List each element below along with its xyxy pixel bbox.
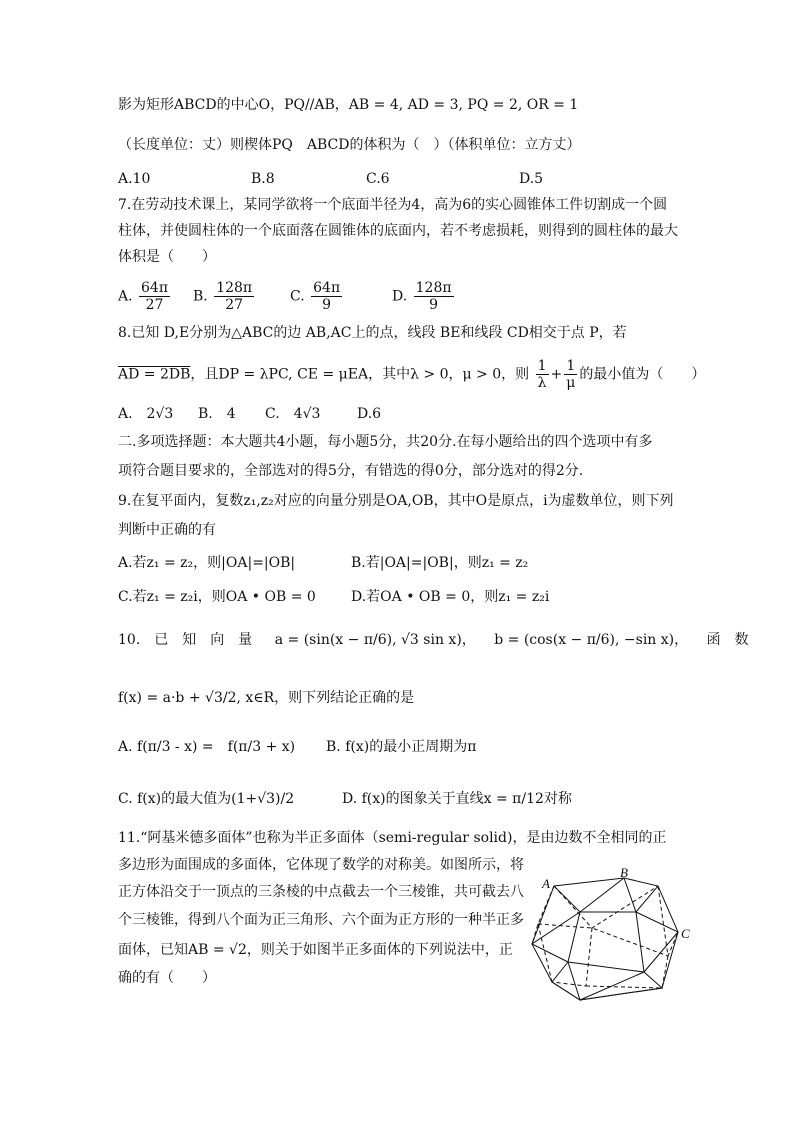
q10-option-a: A. f(π/3 - x) = f(π/3 + x) — [118, 739, 296, 755]
figure-label-a: A — [542, 876, 550, 891]
q8-frac-lambda: $\frac{1}{\lambda}$ — [537, 358, 547, 391]
q9-line1: 9.在复平面内，复数z₁,z₂对应的向量分别是OA,OB，其中O是原点，i为虚数单位，则下列 — [118, 493, 674, 509]
section2-line1: 二.多项选择题：本大题共4小题，每小题5分，共20分.在每小题给出的四个选项中有多 — [118, 434, 653, 450]
q7-option-a: A. $\frac{64\pi}{27}$ — [118, 280, 169, 313]
q11-line4: 个三棱锥，得到八个面为正三角形、六个面为正方形的一种半正多 — [118, 912, 524, 928]
q9-option-c: C.若z₁ = z₂i，则OA • OB = 0 — [118, 589, 316, 605]
q8-option-a: A. 2√3 — [118, 406, 174, 422]
q11-line5: 面体，已知AB = √2，则关于如图半正多面体的下列说法中，正 — [118, 942, 513, 958]
q9-line2: 判断中正确的有 — [118, 522, 216, 538]
q6-option-d: D.5 — [519, 171, 544, 187]
q9-option-d: D.若OA • OB = 0，则z₁ = z₂i — [351, 589, 550, 605]
q8-frac-mu: $\frac{1}{\mu}$ — [566, 358, 576, 391]
q8-line1: 8.已知 D,E分别为△ABC的边 AB,AC上的点，线段 BE和线段 CD相交于点 P，若 — [118, 325, 627, 341]
section2-line2: 项符合题目要求的，全部选对的得5分，有错选的得0分，部分选对的得2分. — [118, 463, 584, 479]
q9-option-a: A.若z₁ = z₂，则|OA|=|OB| — [118, 555, 296, 571]
q6-option-a: A.10 — [118, 171, 151, 187]
q7-option-d: D. $\frac{128\pi}{9}$ — [392, 280, 452, 313]
q10-line2: f(x) = a·b + √3/2, x∈R，则下列结论正确的是 — [118, 690, 415, 706]
q7-line3: 体积是（ ） — [118, 249, 216, 265]
q6-line2: （长度单位：丈）则楔体PQ ABCD的体积为（ ）（体积单位：立方丈） — [118, 137, 581, 153]
q10-option-d: D. f(x)的图象关于直线x = π/12对称 — [342, 791, 572, 807]
q7-option-b: B. $\frac{128\pi}{27}$ — [193, 280, 253, 313]
q8-vector-eq: AD = 2DB — [118, 366, 191, 383]
figure-label-c: C — [681, 926, 690, 941]
q8-line2: AD = 2DB，且DP = λPC, CE = μEA，其中λ > 0，μ > 0，则 $\frac{1}{\lambda}$ + $\frac{1}{\mu}$ 的最小值为（ ） — [118, 358, 706, 391]
q6-option-b: B.8 — [251, 171, 275, 187]
q10-vector-b: b = (cos(x − π/6), −sin x)， — [494, 632, 689, 648]
q11-line3: 正方体沿交于一顶点的三条棱的中点截去一个三棱锥，共可截去八 — [118, 884, 524, 900]
q10-line1: 10. 已 知 向 量 a = (sin(x − π/6), √3 sin x)， b = (cos(x − π/6), −sin x)， 函 数 — [118, 632, 749, 648]
figure-label-b: B — [620, 866, 628, 880]
cuboctahedron-figure — [528, 866, 698, 1010]
q6-option-c: C.6 — [366, 171, 390, 187]
q11-line2: 多边形为面围成的多面体，它体现了数学的对称美。如图所示，将 — [118, 857, 524, 873]
q8-option-d: D.6 — [357, 406, 382, 422]
q11-line6: 确的有（ ） — [118, 970, 216, 986]
q9-option-b: B.若|OA|=|OB|，则z₁ = z₂ — [351, 555, 529, 571]
q8-option-b: B. 4 — [198, 406, 236, 422]
q6-line1: 影为矩形ABCD的中心O，PQ//AB，AB = 4, AD = 3, PQ = 2, OR = 1 — [118, 97, 579, 113]
q7-line2: 柱体，并使圆柱体的一个底面落在圆锥体的底面内，若不考虑损耗，则得到的圆柱体的最大 — [118, 223, 678, 239]
q7-line1: 7.在劳动技术课上，某同学欲将一个底面半径为4，高为6的实心圆锥体工件切割成一个圆 — [118, 197, 668, 213]
q11-line1: 11.“阿基米德多面体”也称为半正多面体（semi-regular solid)，是由边数不全相同的正 — [118, 830, 667, 846]
q10-option-b: B. f(x)的最小正周期为π — [326, 739, 477, 755]
q8-option-c: C. 4√3 — [265, 406, 321, 422]
q10-vector-a: a = (sin(x − π/6), √3 sin x)， — [274, 632, 476, 648]
q10-option-c: C. f(x)的最大值为(1+√3)/2 — [118, 791, 295, 807]
q7-option-c: C. $\frac{64\pi}{9}$ — [290, 280, 341, 313]
cuboctahedron-svg — [528, 866, 698, 1006]
